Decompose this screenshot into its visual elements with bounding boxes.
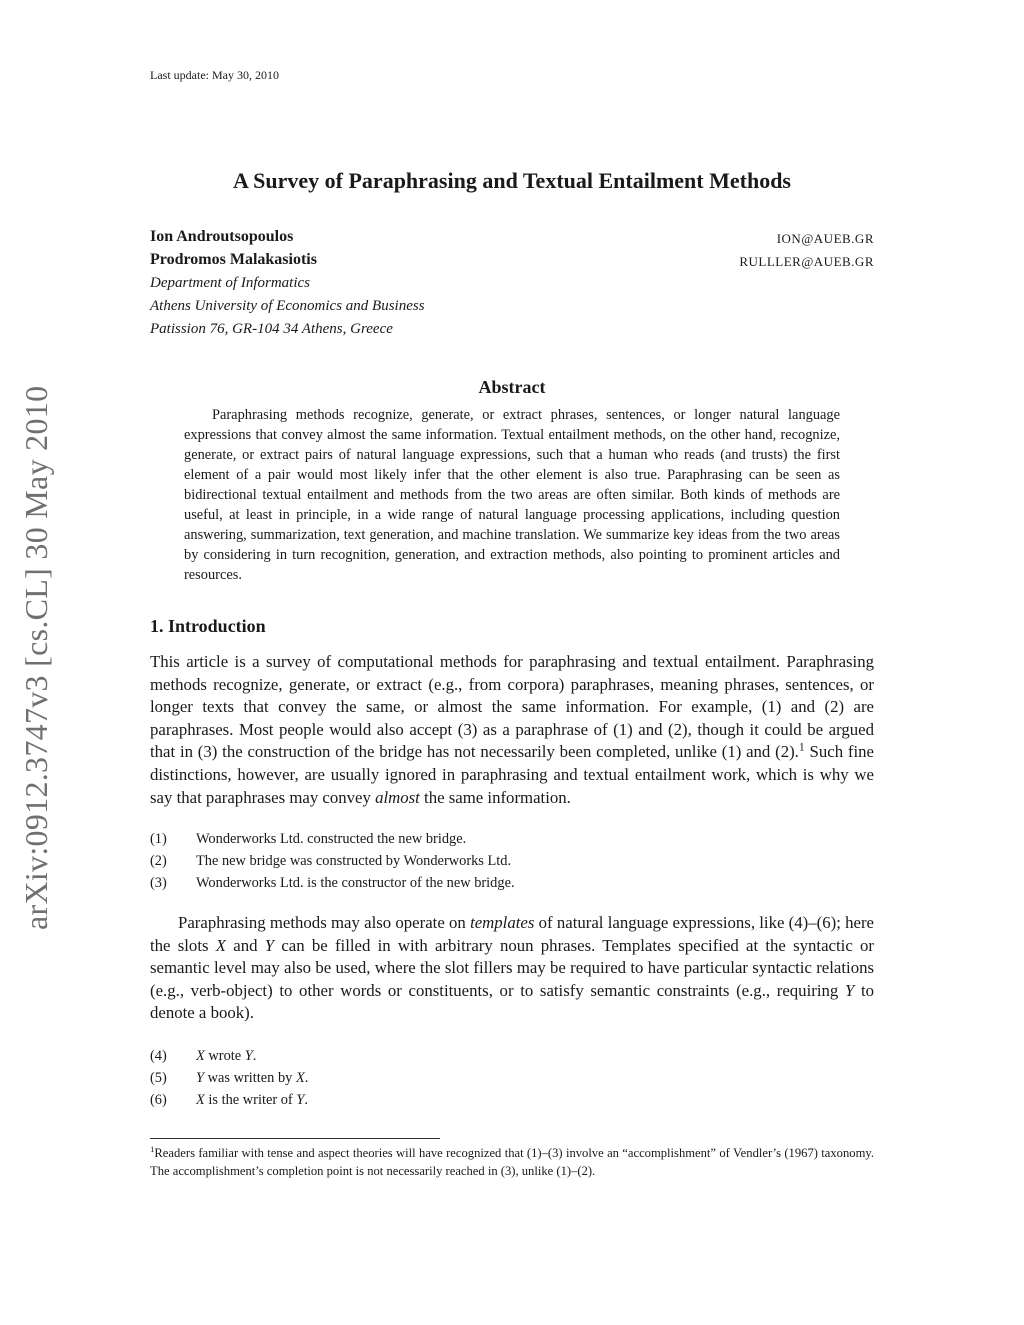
section-heading-introduction: 1. Introduction (150, 616, 266, 636)
paragraph-text: This article is a survey of computational methods for paraphrasing and textual entailment. Paraphrasing methods recognize, generate, or extract (e.g., from corpora) paraphrases, meaning phrases, sentences, or longer texts that convey the same, or almost the same information. For example, (1) and (2) are paraphrases. Most people would also accept (3) as a paraphrase of (1) and (2), though it could be argued that in (3) the construction of the bridge has not necessarily been completed, unlike (1) and (2). (150, 652, 874, 762)
footnote-separator (150, 1138, 440, 1139)
example-text: Wonderworks Ltd. constructed the new bridge. (196, 831, 467, 847)
example-number: (2) (150, 853, 167, 869)
paragraph-text: the same information. (419, 787, 571, 807)
math-variable: X (295, 1070, 305, 1086)
example-number: (5) (150, 1070, 167, 1086)
example-sentence (150, 829, 466, 849)
example-text: was written by (204, 1070, 296, 1086)
example-number: (6) (150, 1092, 167, 1108)
math-variable: Y (844, 980, 855, 1000)
paragraph-text: and (226, 935, 265, 955)
intro-paragraph-2 (150, 912, 874, 1025)
example-sentence (150, 851, 511, 871)
example-number: (4) (150, 1048, 167, 1064)
example-text: . (252, 1048, 257, 1064)
example-text: . (304, 1070, 309, 1086)
math-variable: X (196, 1092, 205, 1108)
math-variable: Y (264, 935, 275, 955)
footnote-number: 1 (150, 1143, 155, 1154)
arxiv-sidebar-stamp: arXiv:0912.3747v3 [cs.CL] 30 May 2010 (18, 385, 54, 930)
emphasis-text: templates (470, 913, 535, 932)
template-example (150, 1090, 308, 1110)
example-text: wrote (204, 1048, 245, 1064)
affiliation-address: Patission 76, GR-104 34 Athens, Greece (150, 321, 393, 337)
emphasis-text: almost (375, 787, 420, 807)
template-example (150, 1068, 308, 1088)
math-variable: X (215, 935, 227, 955)
math-variable: X (196, 1048, 205, 1064)
example-sentence (150, 873, 515, 893)
math-variable: Y (244, 1048, 253, 1064)
example-text: Wonderworks Ltd. is the constructor of the new bridge. (196, 875, 515, 891)
example-number: (1) (150, 831, 167, 847)
example-text: The new bridge was constructed by Wonderworks Ltd. (196, 853, 512, 869)
footnote-text: Readers familiar with tense and aspect theories will have recognized that (1)–(3) involve an “accomplishment” of Vendler’s (1967) taxonomy. The accomplishment’s completion point is not necessarily reached in (3), unlike (1)–(2). (150, 1146, 874, 1178)
paragraph-text: Paraphrasing methods may also operate on (178, 913, 471, 932)
affiliation-department: Department of Informatics (150, 275, 310, 291)
author-email[interactable]: ION@AUEB.GR (776, 231, 874, 246)
template-example (150, 1046, 256, 1066)
intro-paragraph-1 (150, 651, 874, 809)
paragraph-text: of natural language expressions, like (4)–(6); here the slots (150, 913, 874, 955)
math-variable: Y (196, 1070, 205, 1086)
author-name: Ion Androutsopoulos (150, 228, 294, 245)
author-name: Prodromos Malakasiotis (150, 251, 317, 268)
math-variable: Y (296, 1092, 305, 1108)
example-number: (3) (150, 875, 167, 891)
last-update: Last update: May 30, 2010 (150, 68, 279, 82)
author-email[interactable]: RULLLER@AUEB.GR (739, 254, 874, 269)
paper-title: A Survey of Paraphrasing and Textual Entailment Methods (232, 168, 791, 193)
footnote-marker[interactable]: 1 (798, 740, 805, 754)
affiliation-university: Athens University of Economics and Business (150, 298, 425, 314)
footnote (150, 1144, 874, 1180)
example-text: is the writer of (204, 1092, 297, 1108)
paragraph-text: Such fine distinctions, however, are usually ignored in paraphrasing and textual entailment work, which is why we say that paraphrases may convey (150, 742, 874, 807)
paragraph-text: can be filled in with arbitrary noun phrases. Templates specified at the syntactic or semantic level may also be used, where the slot fillers may be required to have particular syntactic relations (e.g., verb-object) to other words or constituents, or to satisfy semantic constraints (e.g., requiring (150, 935, 874, 1000)
abstract-text: Paraphrasing methods recognize, generate, or extract phrases, sentences, or longer natural language expressions that convey almost the same information. Textual entailment methods, on the other hand, recognize, generate, or extract pairs of natural language expressions, such that a human who reads (and trusts) the first element of a pair would most likely infer that the other element is also true. Paraphrasing can be seen as bidirectional textual entailment and methods from the two areas are often similar. Both kinds of methods are useful, at least in principle, in a wide range of natural language processing applications, including question answering, summarization, text generation, and machine translation. We summarize key ideas from the two areas by considering in turn recognition, generation, and extraction methods, also pointing to prominent articles and resources. (184, 407, 840, 583)
paragraph-text: to denote a book). (150, 980, 874, 1023)
example-text: . (304, 1092, 308, 1108)
abstract-heading: Abstract (478, 377, 546, 397)
